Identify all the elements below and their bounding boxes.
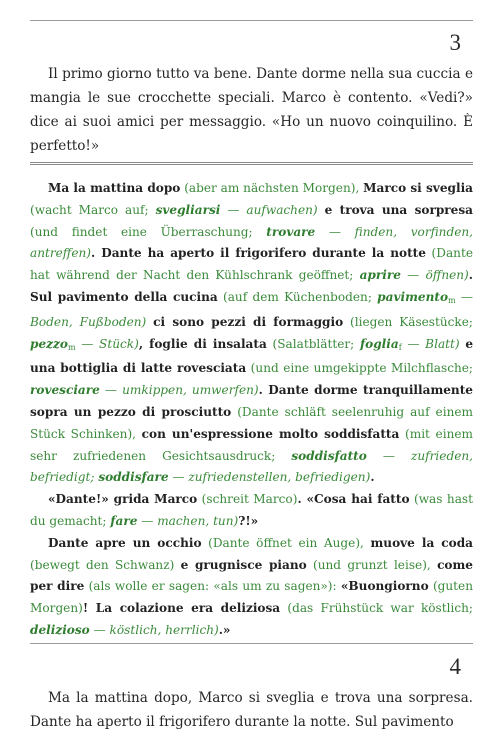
annotated-paragraph-1: Ma la mattina dopo (aber am nächsten Morgen), Marco si sveglia (wacht Marco auf; svegliarsi — aufwachen) e trova una sorpresa (und findet eine Überraschung; trovare — finden, vorfinden, antreffen). Dante ha aperto il frigorifero durante la notte (Dante hat während der Nacht den Kühlschrank geöffnet; aprire — öffnen). Sul pavimento della cucina (auf dem Küchenboden; pavimento$_m$ — Boden, Fußboden) ci sono pezzi di formaggio (liegen Käsestücke; pezzo$_m$ — Stück), foglie di insalata (Salatblätter; foglia$_f$ — Blatt) e una bottiglia di latte rovesciata (und eine umgekippte Milchflasche; rovesciare — umkippen, umwerfen). Dante dorme tranquillamente sopra un pezzo di prosciutto (Dante schläft seelenruhig auf einem Stück Schinken), con un'espressione molto soddisfatta (mit einem sehr zufriedenen Gesichtsausdruck; soddisfatto — zufrieden, befriedigt; soddisfare — zufriedenstellen, befriedigen). [30,181,474,485]
page-number-3: 3 [449,30,461,55]
plain-text-page-3 [30,62,473,158]
plain-text-page-4 [30,686,473,734]
annotated-paragraph-2: «Dante!» grida Marco (schreit Marco). «Cosa hai fatto (was hast du gemacht; fare — machen, tun)?!» [30,492,473,528]
annotated-paragraph-3: Dante apre un occhio (Dante öffnet ein Auge), muove la coda (bewegt den Schwanz) e grugnisce piano (und grunzt leise), come per dire (als wolle er sagen: «als um zu sagen»): «Buongiorno (guten Morgen)! La colazione era deliziosa (das Frühstück war köstlich; delizioso — köstlich, herrlich).» [30,535,473,637]
plain-paragraph: Il primo giorno tutto va bene. Dante dorme nella sua cuccia e mangia le sue crocchette speciali. Marco è contento. «Vedi?» dice ai suoi amici per messaggio. «Ho un nuovo coinquilino. È perfetto!» [30,66,473,154]
page-number-4: 4 [449,654,461,679]
section-divider [30,162,473,165]
annotated-text [30,178,473,642]
plain-paragraph: Ma la mattina dopo, Marco si sveglia e trova una sorpresa. Dante ha aperto il frigorifero durante la notte. Sul pavimento [30,690,473,730]
top-rule [30,20,473,21]
bottom-rule [30,643,473,644]
